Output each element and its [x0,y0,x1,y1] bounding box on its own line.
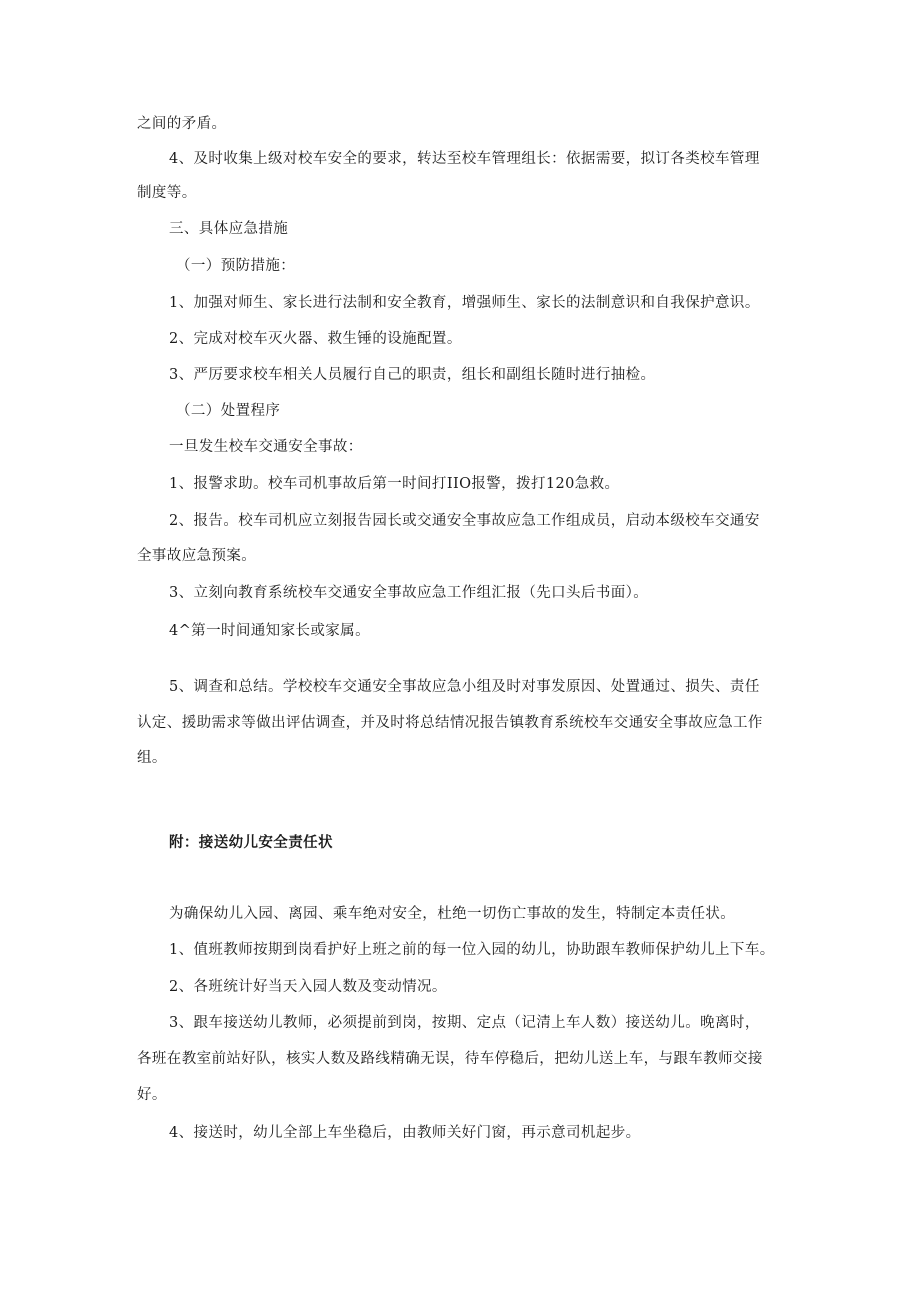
text-line: 3、跟车接送幼儿教师，必须提前到岗，按期、定点（记清上车人数）接送幼儿。晚离时， [169,1015,760,1031]
text-line: 4^第一时间通知家长或家属。 [169,623,370,639]
text-line: 4、接送时，幼儿全部上车坐稳后，由教师关好门窗，再示意司机起步。 [169,1125,641,1141]
text-line: 4、及时收集上级对校车安全的要求，转达至校车管理组长：依据需要，拟订各类校车管理 [169,151,760,167]
text-line: 组。 [137,750,167,766]
text-line: 认定、援助需求等做出评估调查，并及时将总结情况报告镇教育系统校车交通安全事故应急工作 [137,715,763,731]
text-line: 之间的矛盾。 [137,116,227,132]
text-line: 1、值班教师按期到岗看护好上班之前的每一位入园的幼儿，协助跟车教师保护幼儿上下车。 [169,942,775,958]
text-line: 为确保幼儿入园、离园、乘车绝对安全，杜绝一切伤亡事故的发生，特制定本责任状。 [169,906,736,922]
text-line: 3、立刻向教育系统校车交通安全事故应急工作组汇报（先口头后书面）。 [169,585,649,601]
text-line: 2、完成对校车灭火器、救生锤的设施配置。 [169,331,462,347]
text-line: 1、报警求助。校车司机事故后第一时间打IIO报警，拨打120急救。 [169,476,620,492]
appendix-title: 附：接送幼儿安全责任状 [169,835,333,851]
text-line: 1、加强对师生、家长进行法制和安全教育，增强师生、家长的法制意识和自我保护意识。 [169,295,760,311]
section-heading: 三、具体应急措施 [169,221,289,237]
text-line: 一旦发生校车交通安全事故： [169,439,363,455]
text-line: 各班在教室前站好队，核实人数及路线精确无误，待车停稳后，把幼儿送上车，与跟车教师交接 [137,1051,763,1067]
text-line: 2、各班统计好当天入园人数及变动情况。 [169,979,447,995]
text-line: 5、调查和总结。学校校车交通安全事故应急小组及时对事发原因、处置通过、损失、责任 [169,679,760,695]
text-line: 2、报告。校车司机应立刻报告园长或交通安全事故应急工作组成员，启动本级校车交通安 [169,513,760,529]
text-line: 好。 [137,1087,167,1103]
subsection-heading: （二）处置程序 [176,403,281,419]
subsection-heading: （一）预防措施： [176,258,296,274]
text-line: 制度等。 [137,185,197,201]
text-line: 3、严厉要求校车相关人员履行自己的职责，组长和副组长随时进行抽检。 [169,367,656,383]
text-line: 全事故应急预案。 [137,548,257,564]
